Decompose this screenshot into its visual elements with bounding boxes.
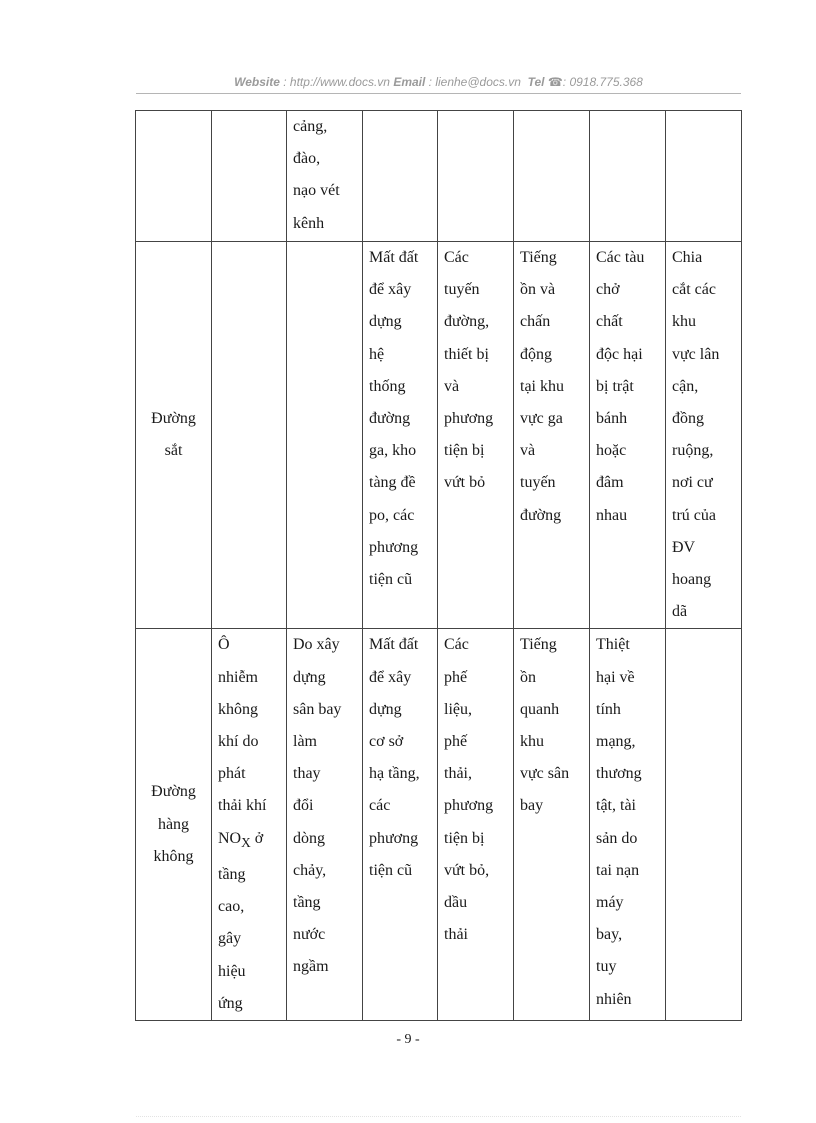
table-cell — [438, 111, 514, 242]
page-number: - 9 - — [396, 1032, 420, 1047]
nox-subscript: X — [241, 834, 251, 850]
table-cell — [438, 629, 514, 1021]
footer-divider — [136, 1116, 741, 1117]
table-cell — [287, 111, 363, 242]
table-cell — [363, 111, 438, 242]
cell-text: Các tuyến đường, thiết bị và phương tiện bị vứt bỏ — [444, 249, 494, 492]
website-value: : http://www.docs.vn — [279, 75, 394, 89]
table-cell — [514, 242, 590, 629]
table-row-aviation — [136, 629, 742, 1021]
cell-text: Các tàu chở chất độc hại bị trật bánh hoặc đâm nhau — [596, 249, 645, 524]
table-cell — [514, 111, 590, 242]
table-cell — [438, 242, 514, 629]
tel-value: : 0918.775.368 — [562, 75, 643, 89]
table-cell — [212, 629, 287, 1021]
cell-text: Các phế liệu, phế thải, phương tiện bị vứt bỏ, dầu thải — [444, 636, 494, 944]
table-cell — [212, 111, 287, 242]
table-cell — [666, 111, 742, 242]
table-cell — [590, 242, 666, 629]
website-label: Website — [234, 75, 280, 89]
table-cell — [666, 242, 742, 629]
mode-cell — [136, 242, 212, 629]
table-cell — [666, 629, 742, 1021]
cell-text: Mất đất để xây dựng hệ thống đường ga, kho tàng đề po, các phương tiện cũ — [369, 249, 419, 589]
table-row-continuation — [136, 111, 742, 242]
cell-text: Chia cắt các khu vực lân cận, đồng ruộng, nơi cư trú của ĐV hoang dã — [672, 249, 720, 621]
cell-text: Tiếng ồn quanh khu vực sân bay — [520, 636, 570, 815]
phone-icon: ☎ — [547, 75, 563, 89]
cell-text: Do xây dựng sân bay làm thay đổi dòng chảy, tầng nước ngầm — [293, 636, 342, 976]
email-label: Email — [393, 75, 426, 89]
table-cell — [287, 629, 363, 1021]
cell-text: Tiếng ồn và chấn động tại khu vực ga và tuyến đường — [520, 249, 564, 524]
mode-label-aviation: Đường hàng không — [151, 783, 196, 865]
cell-text: Mất đất để xây dựng cơ sở hạ tầng, các phương tiện cũ — [369, 636, 420, 879]
table-cell — [590, 111, 666, 242]
table-cell — [514, 629, 590, 1021]
mode-cell — [136, 111, 212, 242]
header-divider — [136, 93, 741, 94]
table-row-railway — [136, 242, 742, 629]
cell-text: cảng, đào, nạo vét kênh — [293, 118, 340, 232]
tel-label: Tel — [527, 75, 545, 89]
mode-label-railway: Đường sắt — [151, 410, 196, 460]
table-cell — [287, 242, 363, 629]
impact-table — [135, 110, 742, 1021]
page-header — [136, 75, 741, 92]
table-cell — [363, 242, 438, 629]
mode-cell — [136, 629, 212, 1021]
cell-text: Thiệt hại về tính mạng, thương tật, tài sản do tai nạn máy bay, tuy nhiên — [596, 636, 642, 1008]
table-cell — [363, 629, 438, 1021]
air-pollution-text: Ô nhiễm không khí do phát thải khí $NO_X$ ở tầng cao, gây hiệu ứng — [218, 636, 267, 1012]
email-value: : lienhe@docs.vn — [425, 75, 525, 89]
table-cell — [590, 629, 666, 1021]
table-cell — [212, 242, 287, 629]
